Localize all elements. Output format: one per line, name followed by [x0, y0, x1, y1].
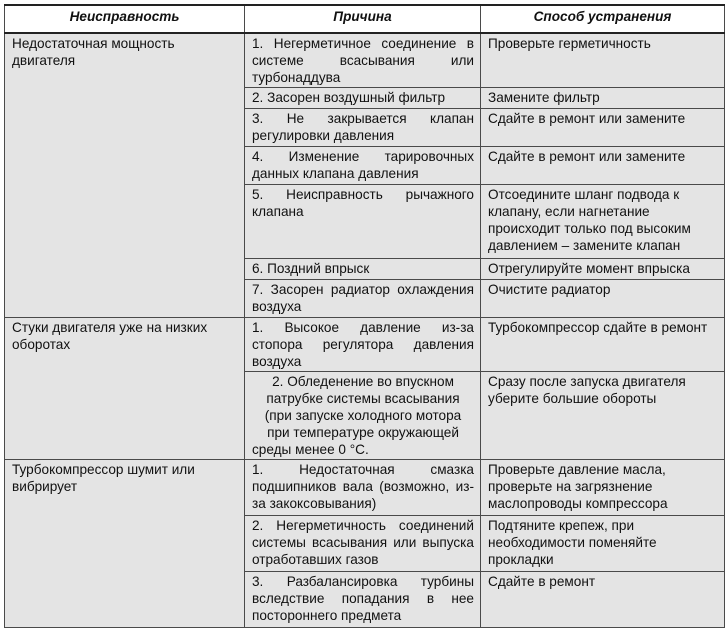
cause-cell: 3. Разбалансировка турбины вследствие попадания в нее постороннего предмета [245, 572, 481, 628]
remedy-cell: Проверьте герметичность [481, 33, 725, 88]
remedy-cell: Турбокомпрессор сдайте в ремонт [481, 318, 725, 372]
fault-cell: Недостаточная мощность двигателя [5, 33, 245, 318]
table-row [5, 460, 725, 516]
header-row [5, 5, 725, 33]
remedy-cell: Проверьте давление масла, проверьте на загрязнение маслопроводы компрессора [481, 460, 725, 516]
cause-cell: 1. Высокое давление из-за стопора регулятора давления воздуха [245, 318, 481, 372]
cause-cell: 2. Негерметичность соединений системы всасывания или выпуска отработавших газов [245, 516, 481, 572]
header-remedy: Способ устранения [481, 5, 725, 33]
fault-cell: Турбокомпрессор шумит или вибрирует [5, 460, 245, 628]
cause-cell: 4. Изменение тарировочных данных клапана давления [245, 147, 481, 185]
remedy-cell: Подтяните крепеж, при необходимости поменяйте прокладки [481, 516, 725, 572]
remedy-cell: Сдайте в ремонт или замените [481, 109, 725, 147]
cause-cell: 1. Недостаточная смазка подшипников вала (возможно, из-за закоксовывания) [245, 460, 481, 516]
remedy-cell: Очистите радиатор [481, 280, 725, 318]
cause-cell: 2. Засорен воздушный фильтр [245, 88, 481, 109]
table-row [5, 33, 725, 88]
cause-cell: 6. Поздний впрыск [245, 259, 481, 280]
fault-cell: Стуки двигателя уже на низких оборотах [5, 318, 245, 460]
remedy-cell: Отсоедините шланг подвода к клапану, если нагнетание происходит только под высоким давлением – замените клапан [481, 185, 725, 259]
table-row [5, 318, 725, 372]
remedy-cell: Отрегулируйте момент впрыска [481, 259, 725, 280]
header-fault: Неисправность [5, 5, 245, 33]
cause-cell: 2. Обледенение во впускном патрубке системы всасывания (при запуске холодного мотора при температуре окружающей среды менее 0 °С. [245, 372, 481, 460]
cause-cell: 7. Засорен радиатор охлаждения воздуха [245, 280, 481, 318]
fault-table [4, 4, 725, 628]
cause-cell: 3. Не закрывается клапан регулировки давления [245, 109, 481, 147]
remedy-cell: Сразу после запуска двигателя уберите большие обороты [481, 372, 725, 460]
remedy-cell: Сдайте в ремонт [481, 572, 725, 628]
header-cause: Причина [245, 5, 481, 33]
remedy-cell: Сдайте в ремонт или замените [481, 147, 725, 185]
remedy-cell: Замените фильтр [481, 88, 725, 109]
cause-cell: 5. Неисправность рычажного клапана [245, 185, 481, 259]
cause-cell: 1. Негерметичное соединение в системе всасывания или турбонаддува [245, 33, 481, 88]
